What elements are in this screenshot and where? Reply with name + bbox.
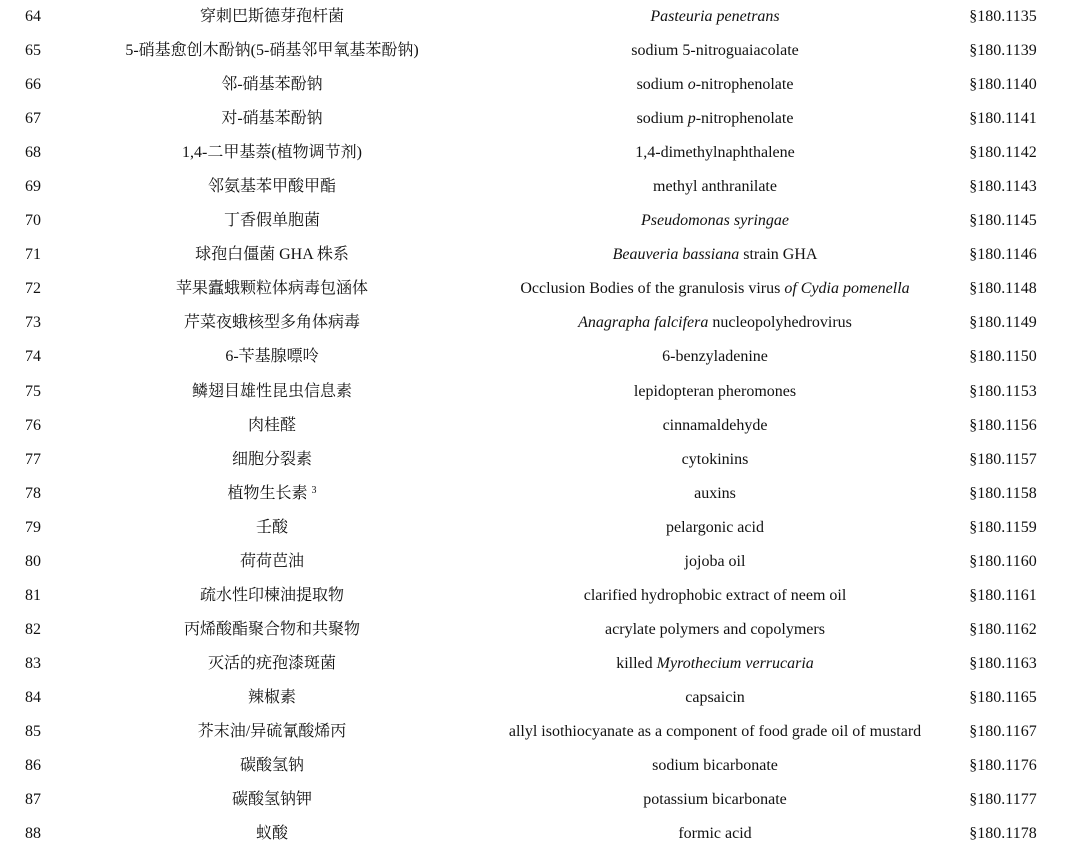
chinese-name-text: 疏水性印楝油提取物 bbox=[199, 586, 345, 604]
table-row bbox=[0, 681, 1066, 715]
footnote-marker: 3 bbox=[311, 484, 317, 496]
english-name bbox=[662, 340, 768, 374]
row-number: 65 bbox=[25, 42, 41, 60]
regulation-section: §180.1150 bbox=[969, 348, 1037, 366]
english-name-segment: -nitrophenolate bbox=[695, 76, 794, 94]
chinese-name-text: 6-苄基腺嘌呤 bbox=[225, 348, 319, 366]
regulation-section: §180.1158 bbox=[969, 484, 1037, 502]
chinese-name-text: 辣椒素 bbox=[247, 688, 297, 706]
row-number: 83 bbox=[25, 654, 41, 672]
row-number: 77 bbox=[25, 450, 41, 468]
english-name-segment: strain GHA bbox=[739, 246, 818, 264]
chinese-name-text: 对-硝基苯酚钠 bbox=[221, 110, 323, 128]
row-number: 81 bbox=[25, 586, 41, 604]
chinese-name bbox=[248, 409, 296, 443]
table-row bbox=[0, 204, 1066, 238]
regulation-section: §180.1149 bbox=[969, 314, 1037, 332]
row-number: 76 bbox=[25, 416, 41, 434]
row-number: 84 bbox=[25, 688, 41, 706]
chinese-name bbox=[256, 511, 288, 545]
table-row bbox=[0, 613, 1066, 647]
english-name bbox=[652, 749, 778, 783]
table-row bbox=[0, 375, 1066, 409]
table-row bbox=[0, 443, 1066, 477]
english-name-segment: capsaicin bbox=[685, 688, 745, 706]
chinese-name bbox=[208, 647, 336, 681]
regulation-section: §180.1142 bbox=[969, 144, 1037, 162]
english-name-italic: o bbox=[687, 76, 696, 94]
table-row bbox=[0, 715, 1066, 749]
english-name bbox=[584, 579, 847, 613]
chinese-name-text: 壬酸 bbox=[255, 518, 289, 536]
chinese-name-text: 鳞翅目雄性昆虫信息素 bbox=[191, 382, 353, 400]
chinese-name bbox=[232, 783, 312, 817]
english-name bbox=[694, 477, 736, 511]
english-name bbox=[635, 136, 795, 170]
english-name-segment: allyl isothiocyanate as a component of food grade oil of mustard bbox=[508, 722, 922, 740]
english-name-segment: cytokinins bbox=[681, 450, 749, 468]
chinese-name-text: 芥末油/异硫氰酸烯丙 bbox=[197, 722, 347, 740]
regulation-section: §180.1140 bbox=[969, 76, 1037, 94]
row-number: 69 bbox=[25, 178, 41, 196]
chinese-name bbox=[200, 579, 344, 613]
chinese-name-text: 荷荷芭油 bbox=[239, 552, 305, 570]
chinese-name bbox=[225, 340, 318, 374]
english-name bbox=[605, 613, 825, 647]
row-number: 78 bbox=[25, 484, 41, 502]
row-number: 75 bbox=[25, 382, 41, 400]
chinese-name bbox=[184, 613, 360, 647]
table-row bbox=[0, 238, 1066, 272]
english-name bbox=[631, 34, 799, 68]
english-name bbox=[653, 170, 777, 204]
table-row bbox=[0, 272, 1066, 306]
chinese-name-text: 丁香假单胞菌 bbox=[223, 212, 321, 230]
regulation-section: §180.1141 bbox=[969, 110, 1037, 128]
table-row bbox=[0, 136, 1066, 170]
table-row bbox=[0, 783, 1066, 817]
regulation-section: §180.1162 bbox=[969, 620, 1037, 638]
table-row bbox=[0, 579, 1066, 613]
chinese-name bbox=[240, 545, 304, 579]
english-name-segment: jojoba oil bbox=[684, 552, 746, 570]
row-number: 88 bbox=[25, 825, 41, 843]
english-name-italic: p bbox=[687, 110, 696, 128]
english-name-segment: nucleopolyhedrovirus bbox=[708, 314, 852, 332]
chinese-name-text: 邻-硝基苯酚钠 bbox=[221, 76, 323, 94]
table-row bbox=[0, 477, 1066, 511]
table-row bbox=[0, 545, 1066, 579]
chinese-name-text: 穿刺巴斯德芽孢杆菌 bbox=[199, 8, 345, 25]
row-number: 74 bbox=[25, 348, 41, 366]
english-name bbox=[685, 545, 746, 579]
row-number: 79 bbox=[25, 518, 41, 536]
english-name-segment: 6-benzyladenine bbox=[662, 348, 768, 366]
chinese-name-text: 碳酸氢钠 bbox=[239, 757, 305, 775]
english-name-segment: killed bbox=[616, 654, 657, 672]
english-name-segment: pelargonic acid bbox=[666, 518, 764, 536]
english-name bbox=[616, 647, 814, 681]
english-name bbox=[663, 409, 768, 443]
regulation-section: §180.1178 bbox=[969, 825, 1037, 843]
chinese-name bbox=[184, 306, 360, 340]
regulation-section: §180.1139 bbox=[969, 42, 1037, 60]
row-number: 86 bbox=[25, 757, 41, 775]
english-name bbox=[678, 817, 751, 851]
row-number: 73 bbox=[25, 314, 41, 332]
chinese-name bbox=[200, 0, 344, 34]
english-name-segment: auxins bbox=[694, 484, 736, 502]
chinese-name bbox=[182, 136, 362, 170]
regulation-section: §180.1157 bbox=[969, 450, 1037, 468]
english-name bbox=[685, 681, 745, 715]
chinese-name bbox=[198, 715, 346, 749]
row-number: 70 bbox=[25, 212, 41, 230]
english-name bbox=[643, 783, 787, 817]
chinese-name bbox=[125, 34, 418, 68]
english-name-segment: sodium bicarbonate bbox=[652, 757, 778, 775]
chinese-name bbox=[227, 477, 316, 511]
row-number: 87 bbox=[25, 791, 41, 809]
table-row bbox=[0, 0, 1066, 34]
regulation-section: §180.1135 bbox=[969, 8, 1037, 25]
regulation-section: §180.1161 bbox=[969, 586, 1037, 604]
english-name-italic: Anagrapha falcifera bbox=[578, 314, 709, 332]
regulation-section: §180.1143 bbox=[969, 178, 1037, 196]
table-row bbox=[0, 511, 1066, 545]
row-number: 68 bbox=[25, 144, 41, 162]
chinese-name-text: 肉桂醛 bbox=[247, 416, 297, 434]
table-row bbox=[0, 817, 1066, 851]
regulation-section: §180.1153 bbox=[969, 382, 1037, 400]
english-name-segment: methyl anthranilate bbox=[653, 178, 777, 196]
row-number: 82 bbox=[25, 620, 41, 638]
english-name-segment: cinnamaldehyde bbox=[662, 416, 768, 434]
regulation-section: §180.1146 bbox=[969, 246, 1037, 264]
english-name-segment: lepidopteran pheromones bbox=[633, 382, 797, 400]
english-name bbox=[641, 204, 789, 238]
row-number: 72 bbox=[25, 280, 41, 298]
chinese-name bbox=[221, 102, 322, 136]
chinese-name bbox=[248, 681, 296, 715]
chinese-name bbox=[232, 443, 312, 477]
row-number: 66 bbox=[25, 76, 41, 94]
chinese-name bbox=[176, 272, 368, 306]
regulation-section: §180.1176 bbox=[969, 757, 1037, 775]
english-name bbox=[666, 511, 764, 545]
regulation-section: §180.1160 bbox=[969, 552, 1037, 570]
chinese-name-text: 苹果蠹蛾颗粒体病毒包涵体 bbox=[175, 280, 369, 298]
table-row bbox=[0, 647, 1066, 681]
english-name-italic: Pseudomonas syringae bbox=[641, 212, 789, 230]
english-name bbox=[509, 715, 921, 749]
regulation-section: §180.1148 bbox=[969, 280, 1037, 298]
chinese-name-text: 1,4-二甲基萘(植物调节剂) bbox=[182, 144, 362, 162]
english-name-segment: potassium bicarbonate bbox=[643, 791, 787, 809]
english-name-italic: Myrothecium verrucaria bbox=[656, 654, 814, 672]
english-name bbox=[520, 272, 909, 306]
regulation-section: §180.1177 bbox=[969, 791, 1037, 809]
chinese-name-text: 丙烯酸酯聚合物和共聚物 bbox=[183, 620, 361, 638]
chinese-name bbox=[221, 68, 322, 102]
table-row bbox=[0, 34, 1066, 68]
english-name bbox=[650, 0, 779, 34]
regulation-section: §180.1167 bbox=[969, 722, 1037, 740]
chinese-name-text: 灭活的疣孢漆斑菌 bbox=[207, 654, 337, 672]
english-name-segment: sodium bbox=[636, 110, 688, 128]
chinese-name bbox=[195, 238, 349, 272]
english-name-segment: sodium bbox=[636, 76, 688, 94]
chinese-name-text: 5-硝基愈创木酚钠(5-硝基邻甲氧基苯酚钠) bbox=[125, 42, 419, 60]
chinese-name-text: 蚁酸 bbox=[255, 825, 289, 843]
table-row bbox=[0, 340, 1066, 374]
regulation-section: §180.1156 bbox=[969, 416, 1037, 434]
chinese-name bbox=[224, 204, 320, 238]
english-name-segment: sodium 5-nitroguaiacolate bbox=[631, 42, 799, 60]
chinese-name-text: 球孢白僵菌 GHA 株系 bbox=[195, 246, 349, 264]
english-name bbox=[613, 238, 818, 272]
row-number: 64 bbox=[25, 8, 41, 25]
regulation-section: §180.1165 bbox=[969, 688, 1037, 706]
regulation-section: §180.1163 bbox=[969, 654, 1037, 672]
row-number: 85 bbox=[25, 722, 41, 740]
chinese-name bbox=[256, 817, 288, 851]
english-name bbox=[682, 443, 749, 477]
english-name bbox=[637, 68, 794, 102]
row-number: 71 bbox=[25, 246, 41, 264]
table-row bbox=[0, 68, 1066, 102]
table-row bbox=[0, 102, 1066, 136]
english-name-italic: of Cydia pomenella bbox=[784, 280, 910, 298]
chinese-name bbox=[208, 170, 336, 204]
english-name-segment: -nitrophenolate bbox=[695, 110, 794, 128]
english-name-segment: formic acid bbox=[678, 825, 752, 843]
table-row bbox=[0, 170, 1066, 204]
chinese-name-text: 邻氨基苯甲酸甲酯 bbox=[207, 178, 337, 196]
chinese-name-text: 碳酸氢钠钾 bbox=[231, 791, 313, 809]
table-row bbox=[0, 749, 1066, 783]
english-name-segment: Occlusion Bodies of the granulosis virus bbox=[520, 280, 785, 298]
regulation-section: §180.1145 bbox=[969, 212, 1037, 230]
english-name bbox=[637, 102, 794, 136]
chinese-name bbox=[192, 375, 352, 409]
english-name-segment: 1,4-dimethylnaphthalene bbox=[635, 144, 795, 162]
row-number: 67 bbox=[25, 110, 41, 128]
regulation-section: §180.1159 bbox=[969, 518, 1037, 536]
table-row bbox=[0, 409, 1066, 443]
chinese-name-text: 植物生长素 bbox=[227, 484, 308, 502]
english-name-segment: clarified hydrophobic extract of neem oil bbox=[583, 586, 847, 604]
chinese-name-text: 细胞分裂素 bbox=[231, 450, 313, 468]
row-number: 80 bbox=[25, 552, 41, 570]
english-name-italic: Beauveria bassiana bbox=[612, 246, 740, 264]
english-name bbox=[634, 375, 796, 409]
english-name bbox=[578, 306, 852, 340]
table-row bbox=[0, 306, 1066, 340]
english-name-italic: Pasteuria penetrans bbox=[650, 8, 780, 25]
chinese-name-text: 芹菜夜蛾核型多角体病毒 bbox=[183, 314, 361, 332]
english-name-segment: acrylate polymers and copolymers bbox=[605, 620, 825, 638]
chinese-name bbox=[240, 749, 304, 783]
